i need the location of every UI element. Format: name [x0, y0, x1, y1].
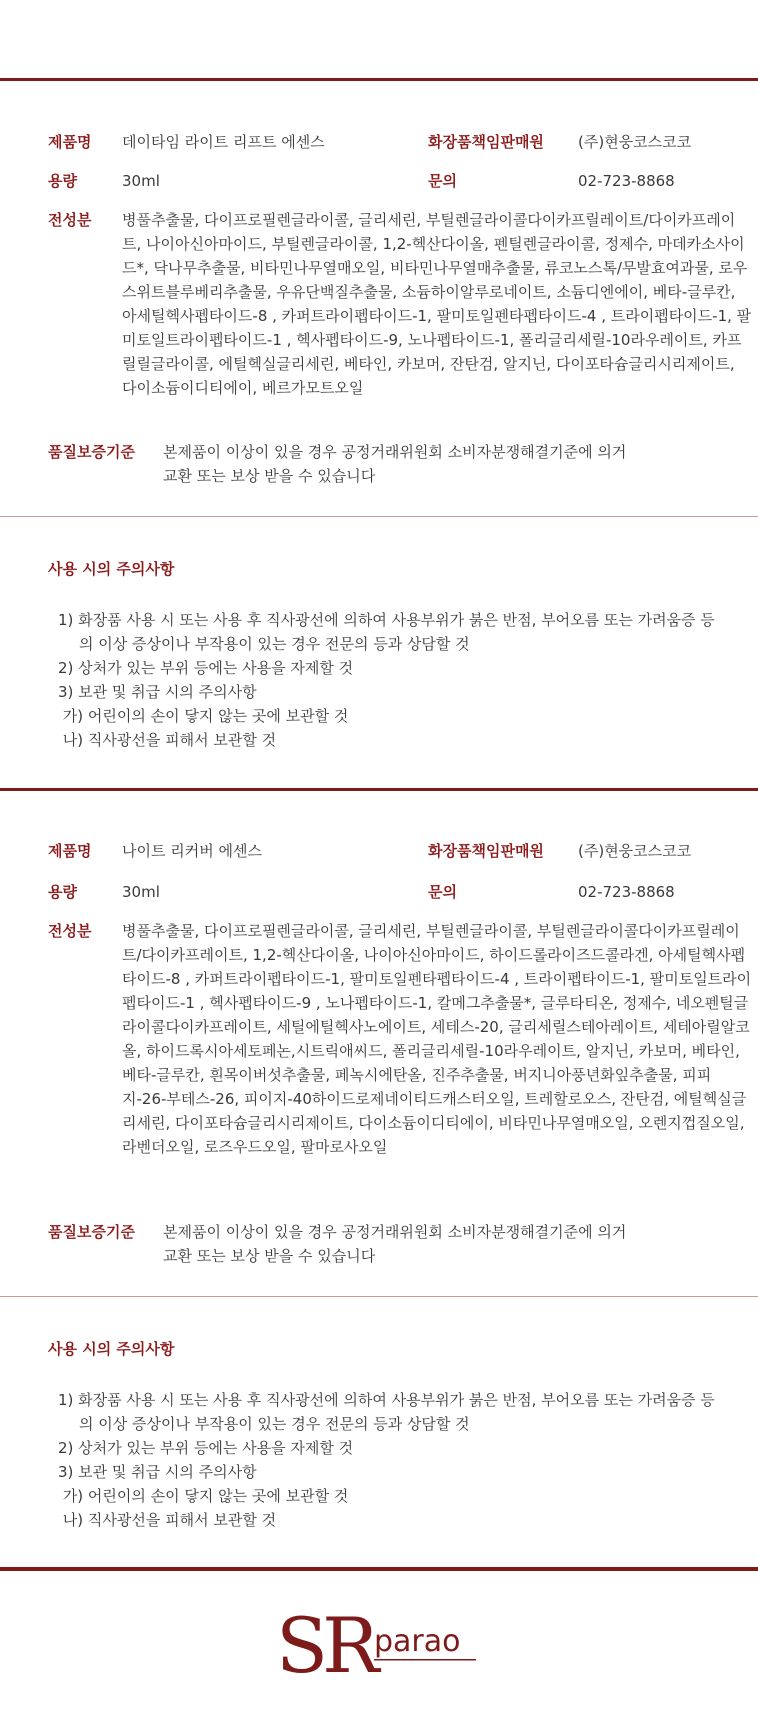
warning-item: 1) 화장품 사용 시 또는 사용 후 직사광선에 의하여 사용부위가 붉은 반점, 부어오름 또는 가려움증 등의 이상 증상이나 부작용이 있는 경우 전문의 등과 상담할 것 — [58, 611, 715, 653]
volume-value: 30ml — [122, 172, 160, 190]
logo-mark: SR — [276, 1604, 374, 1684]
quality-label: 품질보증기준 — [48, 1223, 135, 1241]
warnings-title: 사용 시의 주의사항 — [48, 1340, 175, 1358]
product-name-label: 제품명 — [48, 133, 92, 151]
warnings-title: 사용 시의 주의사항 — [48, 560, 175, 578]
section-divider — [0, 1296, 758, 1297]
warning-item: 나) 직사광선을 피해서 보관할 것 — [58, 1511, 277, 1529]
inquiry-label: 문의 — [428, 172, 457, 190]
warning-item: 2) 상처가 있는 부위 등에는 사용을 자제할 것 — [58, 1439, 354, 1457]
product-divider — [0, 788, 758, 791]
brand-logo — [276, 1604, 486, 1684]
logo-word: parao — [374, 1624, 461, 1659]
warnings-list — [58, 1388, 718, 1532]
volume-label: 용량 — [48, 883, 77, 901]
ingredients-text: 병풀추출물, 다이프로필렌글라이콜, 글리세린, 부틸렌글라이콜다이카프릴레이트/다이카프레이트, 나이아신아마이드, 부틸렌글라이콜, 1,2-헥산다이올, 펜틸렌글라이콜, 정제수, 마데카소사이드*, 닥나무추출물, 비타민나무열매오일, 비타민나무열매추출물, 류코노스톡/무발효여과물, 로우스위트블루베리추출물, 우유단백질추출물, 소듐하이알루로네이트, 소듐디엔에이, 베타-글루칸, 아세틸헥사펩타이드-8 , 카퍼트라이펩타이드-1, 팔미토일펜타펩타이드-4 , 트라이펩타이드-1, 팔미토일트라이펩타이드-1 , 헥사펩타이드-9, 노나펩타이드-1, 폴리글리세릴-10라우레이트, 카프릴릴글라이콜, 에틸헥실글리세린, 베타인, 카보머, 잔탄검, 알지닌, 다이포타슘글리시리제이트, 다이소듐이디티에이, 베르가모트오일 — [122, 211, 752, 397]
warning-item: 가) 어린이의 손이 닿지 않는 곳에 보관할 것 — [58, 707, 349, 725]
seller-value: (주)현웅코스코코 — [578, 133, 692, 151]
product-name-label: 제품명 — [48, 842, 92, 860]
seller-label: 화장품책임판매원 — [428, 133, 544, 151]
seller-label: 화장품책임판매원 — [428, 842, 544, 860]
logo-graphic — [276, 1604, 486, 1684]
warning-item: 2) 상처가 있는 부위 등에는 사용을 자제할 것 — [58, 659, 354, 677]
quality-line-1: 본제품이 이상이 있을 경우 공정거래위원회 소비자분쟁해결기준에 의거 — [163, 1223, 627, 1241]
product-name-value: 나이트 리커버 에센스 — [122, 842, 262, 860]
warning-item: 나) 직사광선을 피해서 보관할 것 — [58, 731, 277, 749]
warning-item: 1) 화장품 사용 시 또는 사용 후 직사광선에 의하여 사용부위가 붉은 반점, 부어오름 또는 가려움증 등의 이상 증상이나 부작용이 있는 경우 전문의 등과 상담할 것 — [58, 1391, 715, 1433]
quality-line-2: 교환 또는 보상 받을 수 있습니다 — [163, 1247, 376, 1265]
quality-line-1: 본제품이 이상이 있을 경우 공정거래위원회 소비자분쟁해결기준에 의거 — [163, 443, 627, 461]
warning-item: 3) 보관 및 취급 시의 주의사항 — [58, 683, 257, 701]
volume-label: 용량 — [48, 172, 77, 190]
inquiry-phone: 02-723-8868 — [578, 883, 675, 901]
seller-value: (주)현웅코스코코 — [578, 842, 692, 860]
warnings-list — [58, 608, 718, 752]
product-name-value: 데이타임 라이트 리프트 에센스 — [122, 133, 325, 151]
volume-value: 30ml — [122, 883, 160, 901]
warning-item: 가) 어린이의 손이 닿지 않는 곳에 보관할 것 — [58, 1487, 349, 1505]
ingredients-label: 전성분 — [48, 922, 92, 940]
top-divider — [0, 78, 758, 81]
quality-line-2: 교환 또는 보상 받을 수 있습니다 — [163, 467, 376, 485]
quality-label: 품질보증기준 — [48, 443, 135, 461]
logo-underline — [374, 1659, 476, 1661]
section-divider — [0, 516, 758, 517]
ingredients-label: 전성분 — [48, 211, 92, 229]
ingredients-text: 병풀추출물, 다이프로필렌글라이콜, 글리세린, 부틸렌글라이콜, 부틸렌글라이콜다이카프릴레이트/다이카프레이트, 1,2-헥산다이올, 나이아신아마이드, 하이드롤라이즈드콜라겐, 아세틸헥사펩타이드-8 , 카퍼트라이펩타이드-1, 팔미토일펜타펩타이드-4 , 트라이펩타이드-1, 팔미토일트라이펩타이드-1 , 헥사펩타이드-9 , 노나펩타이드-1, 칼메그추출물*, 글루타티온, 정제수, 네오펜틸글라이콜다이카프레이트, 세틸에틸헥사노에이트, 세테스-20, 글리세릴스테아레이트, 세테아릴알코올, 하이드록시아세토페논,시트릭애씨드, 폴리글리세릴-10라우레이트, 알지닌, 카보머, 베타인,베타-글루칸, 흰목이버섯추출물, 페녹시에탄올, 진주추출물, 버지니아풍년화잎추출물, 피피지-26-부테스-26, 피이지-40하이드로제네이티드캐스터오일, 트레할로오스, 잔탄검, 에틸헥실글리세린, 다이포타슘글리시리제이트, 다이소듐이디티에이, 비타민나무열매오일, 오렌지껍질오일, 라벤더오일, 로즈우드오일, 팔마로사오일 — [122, 922, 752, 1156]
warning-item: 3) 보관 및 취급 시의 주의사항 — [58, 1463, 257, 1481]
bottom-divider — [0, 1567, 758, 1571]
inquiry-phone: 02-723-8868 — [578, 172, 675, 190]
inquiry-label: 문의 — [428, 883, 457, 901]
